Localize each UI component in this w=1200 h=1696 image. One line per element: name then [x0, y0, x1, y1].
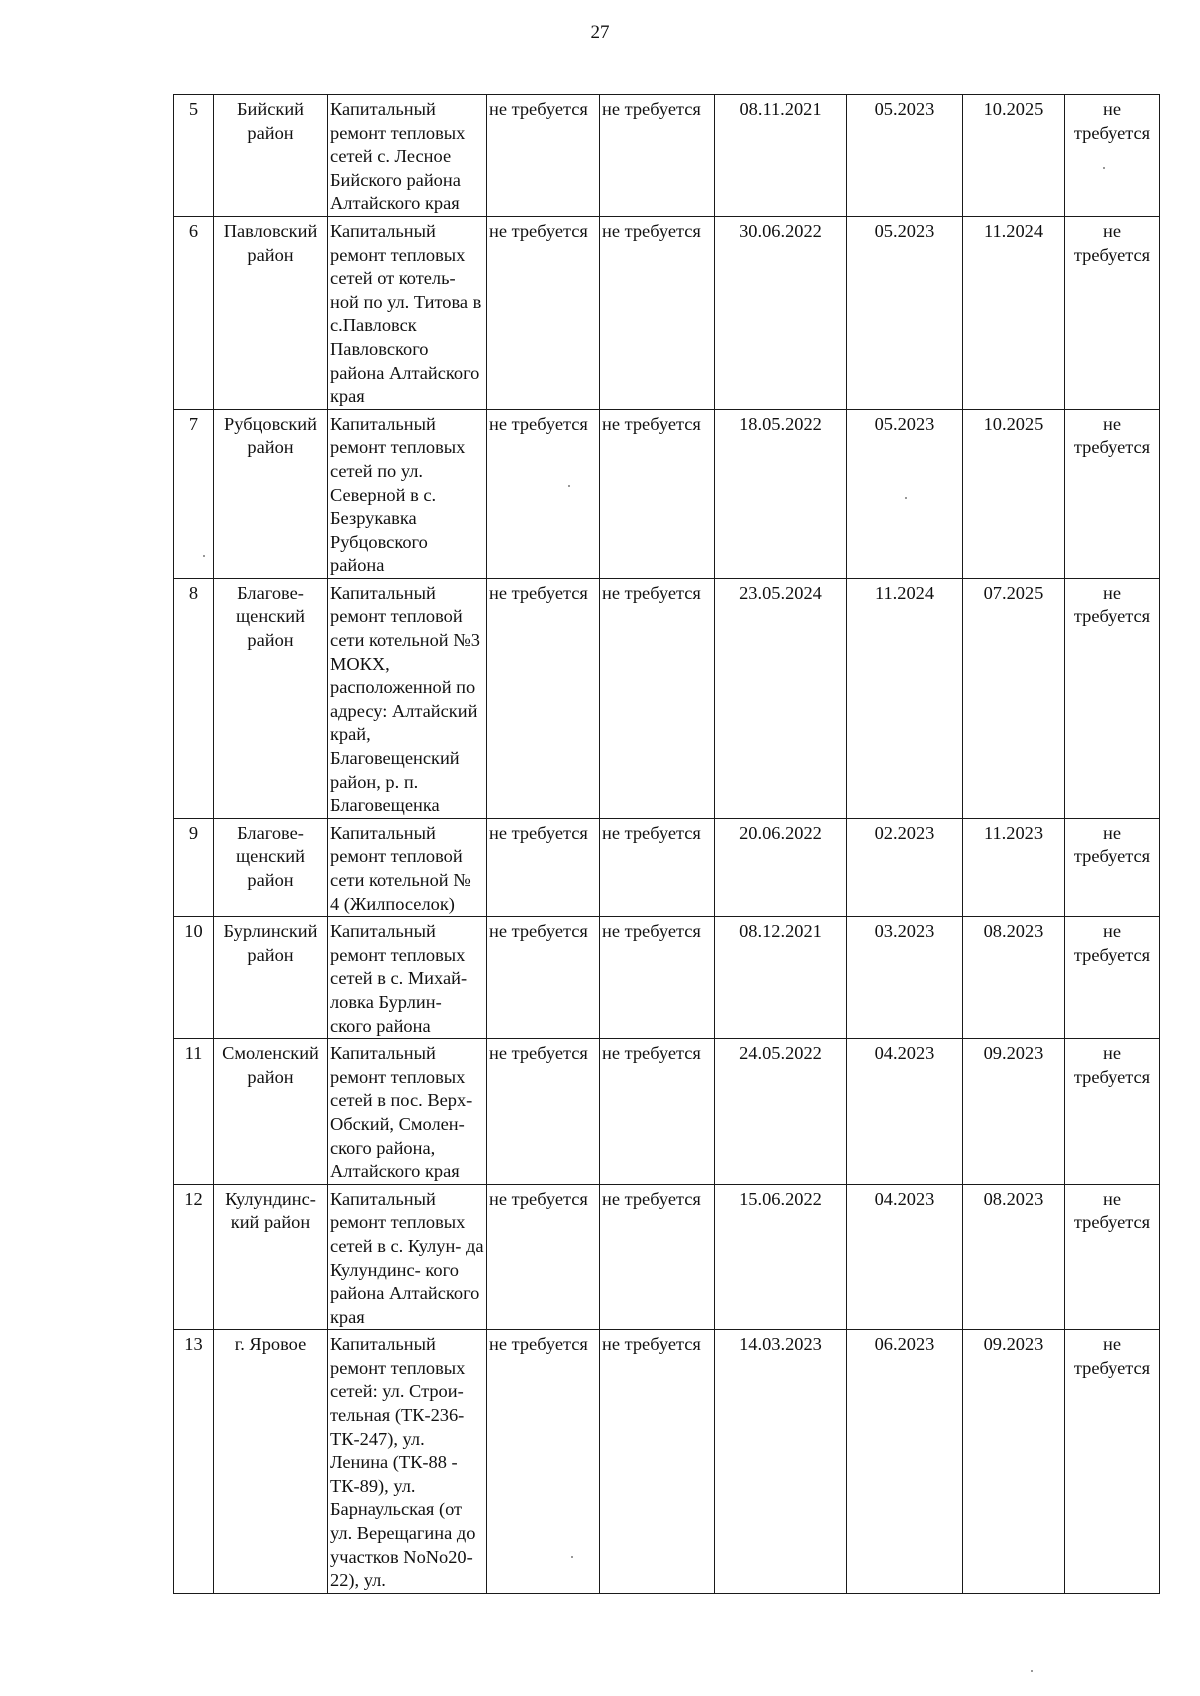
start-cell: 11.2024: [847, 578, 963, 818]
description-cell: Капитальный ремонт тепловой сети котельной №3 МОКХ, расположенной по адресу: Алтайский край, Благовещенский район, р. п. Благовещенка: [328, 578, 487, 818]
table-row: [174, 578, 1160, 818]
row-number-cell: 9: [174, 818, 214, 916]
end-cell: 09.2023: [963, 1330, 1065, 1594]
requirement-cell: не требуется: [487, 95, 600, 217]
page-number: 27: [590, 22, 610, 43]
row-number-cell: 8: [174, 578, 214, 818]
status-cell: не требуется: [1065, 1330, 1160, 1594]
scan-speck: [1031, 1670, 1033, 1672]
requirement-cell: не требуется: [487, 409, 600, 578]
start-cell: 06.2023: [847, 1330, 963, 1594]
row-number-cell: 11: [174, 1039, 214, 1185]
description-cell: Капитальный ремонт тепловых сетей: ул. Строи- тельная (ТК-236- ТК-247), ул. Ленина (ТК-88 - ТК-89), ул. Барнаульская (от ул. Верещагина до участков NoNo20-22), ул.: [328, 1330, 487, 1594]
status-cell: не требуется: [1065, 818, 1160, 916]
requirement-cell: не требуется: [487, 917, 600, 1039]
requirement-cell: не требуется: [487, 818, 600, 916]
status-cell: не требуется: [1065, 1184, 1160, 1330]
date-cell: 15.06.2022: [715, 1184, 847, 1330]
end-cell: 08.2023: [963, 1184, 1065, 1330]
status-cell: не требуется: [1065, 1039, 1160, 1185]
row-number-cell: 12: [174, 1184, 214, 1330]
table-row: [174, 216, 1160, 409]
district-cell: Благове- щенский район: [214, 578, 328, 818]
row-number-cell: 13: [174, 1330, 214, 1594]
end-cell: 07.2025: [963, 578, 1065, 818]
date-cell: 30.06.2022: [715, 216, 847, 409]
requirement-cell: не требуется: [600, 578, 715, 818]
district-cell: Бурлинский район: [214, 917, 328, 1039]
end-cell: 08.2023: [963, 917, 1065, 1039]
requirement-cell: не требуется: [600, 818, 715, 916]
district-cell: Кулундинс- кий район: [214, 1184, 328, 1330]
end-cell: 10.2025: [963, 409, 1065, 578]
requirement-cell: не требуется: [600, 95, 715, 217]
end-cell: 11.2024: [963, 216, 1065, 409]
description-cell: Капитальный ремонт тепловой сети котельной № 4 (Жилпоселок): [328, 818, 487, 916]
row-number-cell: 7: [174, 409, 214, 578]
requirement-cell: не требуется: [600, 1184, 715, 1330]
table-row: [174, 818, 1160, 916]
district-cell: Павловский район: [214, 216, 328, 409]
requirement-cell: не требуется: [487, 1184, 600, 1330]
district-cell: Рубцовский район: [214, 409, 328, 578]
start-cell: 04.2023: [847, 1184, 963, 1330]
district-cell: Благове- щенский район: [214, 818, 328, 916]
scan-speck: [905, 497, 907, 499]
requirement-cell: не требуется: [600, 409, 715, 578]
end-cell: 11.2023: [963, 818, 1065, 916]
scan-speck: [203, 555, 205, 557]
end-cell: 09.2023: [963, 1039, 1065, 1185]
date-cell: 20.06.2022: [715, 818, 847, 916]
date-cell: 14.03.2023: [715, 1330, 847, 1594]
start-cell: 05.2023: [847, 409, 963, 578]
scan-speck: [1103, 167, 1105, 169]
table-body: [174, 95, 1160, 1594]
status-cell: не требуется: [1065, 409, 1160, 578]
requirement-cell: не требуется: [600, 216, 715, 409]
requirement-cell: не требуется: [600, 1039, 715, 1185]
table-row: [174, 1330, 1160, 1594]
description-cell: Капитальный ремонт тепловых сетей в с. Кулун- да Кулундинс- кого района Алтайского края: [328, 1184, 487, 1330]
table-row: [174, 95, 1160, 217]
requirement-cell: не требуется: [487, 578, 600, 818]
row-number-cell: 5: [174, 95, 214, 217]
row-number-cell: 6: [174, 216, 214, 409]
requirement-cell: не требуется: [600, 917, 715, 1039]
end-cell: 10.2025: [963, 95, 1065, 217]
status-cell: не требуется: [1065, 578, 1160, 818]
date-cell: 24.05.2022: [715, 1039, 847, 1185]
status-cell: не требуется: [1065, 216, 1160, 409]
scan-speck: [571, 1556, 573, 1558]
district-cell: г. Яровое: [214, 1330, 328, 1594]
start-cell: 05.2023: [847, 95, 963, 217]
table-row: [174, 917, 1160, 1039]
description-cell: Капитальный ремонт тепловых сетей в пос. Верх- Обский, Смолен- ского района, Алтайского края: [328, 1039, 487, 1185]
scan-speck: [568, 485, 570, 487]
requirement-cell: не требуется: [487, 216, 600, 409]
description-cell: Капитальный ремонт тепловых сетей по ул. Северной в с. Безрукавка Рубцовского района: [328, 409, 487, 578]
start-cell: 03.2023: [847, 917, 963, 1039]
requirement-cell: не требуется: [600, 1330, 715, 1594]
status-cell: не требуется: [1065, 95, 1160, 217]
requirement-cell: не требуется: [487, 1330, 600, 1594]
projects-table: [173, 94, 1160, 1594]
date-cell: 18.05.2022: [715, 409, 847, 578]
description-cell: Капитальный ремонт тепловых сетей от котель- ной по ул. Титова в с.Павловск Павловского района Алтайского края: [328, 216, 487, 409]
status-cell: не требуется: [1065, 917, 1160, 1039]
table-row: [174, 1184, 1160, 1330]
date-cell: 23.05.2024: [715, 578, 847, 818]
district-cell: Смоленский район: [214, 1039, 328, 1185]
requirement-cell: не требуется: [487, 1039, 600, 1185]
date-cell: 08.11.2021: [715, 95, 847, 217]
description-cell: Капитальный ремонт тепловых сетей в с. Михай- ловка Бурлин- ского района: [328, 917, 487, 1039]
row-number-cell: 10: [174, 917, 214, 1039]
start-cell: 04.2023: [847, 1039, 963, 1185]
table-row: [174, 409, 1160, 578]
district-cell: Бийский район: [214, 95, 328, 217]
table-row: [174, 1039, 1160, 1185]
start-cell: 02.2023: [847, 818, 963, 916]
description-cell: Капитальный ремонт тепловых сетей с. Лесное Бийского района Алтайского края: [328, 95, 487, 217]
start-cell: 05.2023: [847, 216, 963, 409]
date-cell: 08.12.2021: [715, 917, 847, 1039]
